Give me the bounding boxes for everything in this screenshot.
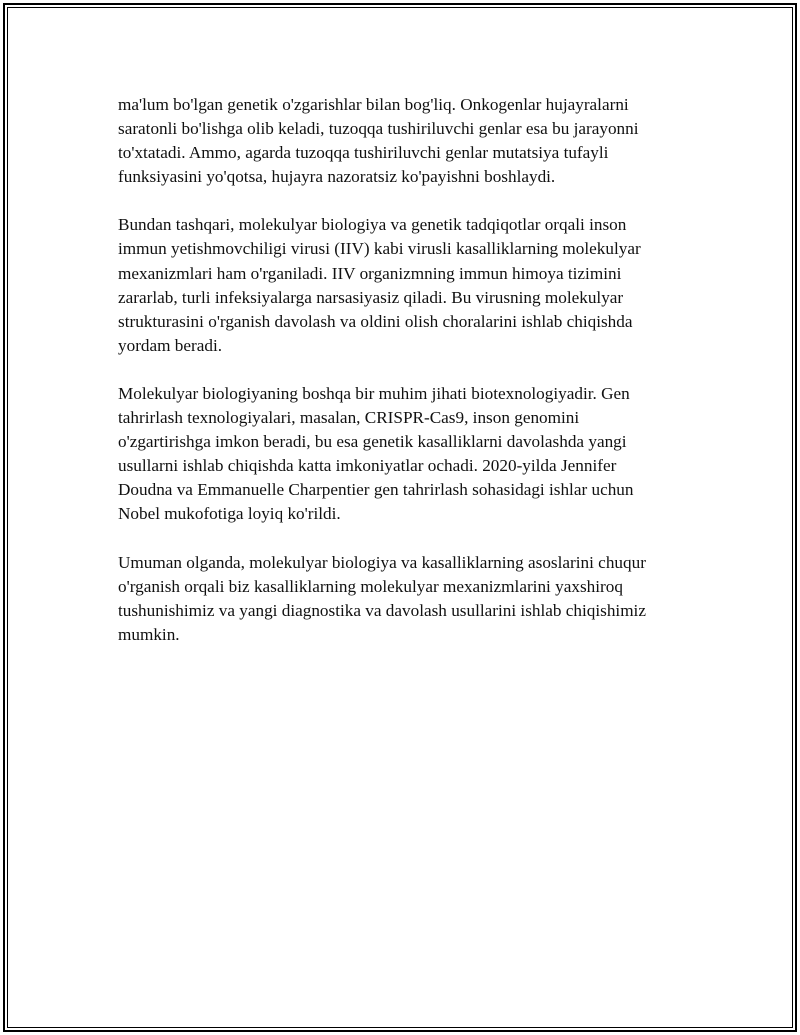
paragraph-hiv <box>118 213 693 358</box>
text-line: tushunishimiz va yangi diagnostika va davolash usullarini ishlab chiqishimiz <box>118 600 646 620</box>
text-line: Umuman olganda, molekulyar biologiya va kasalliklarning asoslarini chuqur <box>118 552 646 572</box>
text-line: Molekulyar biologiyaning boshqa bir muhim jihati biotexnologiyadir. Gen <box>118 383 630 403</box>
paragraph-conclusion <box>118 551 693 647</box>
text-line: usullarni ishlab chiqishda katta imkoniyatlar ochadi. 2020-yilda Jennifer <box>118 456 617 476</box>
text-line: zararlab, turli infeksiyalarga narsasiyasiz qiladi. Bu virusning molekulyar <box>118 287 624 307</box>
text-line: mexanizmlari ham o'rganiladi. IIV organizmning immun himoya tizimini <box>118 263 622 283</box>
document-body <box>118 93 693 671</box>
text-line: saratonli bo'lishga olib keladi, tuzoqqa tushiriluvchi genlar esa bu jarayonni <box>118 119 639 139</box>
text-line: ma'lum bo'lgan genetik o'zgarishlar bilan bog'liq. Onkogenlar hujayralarni <box>118 95 629 114</box>
text-line: tahrirlash texnologiyalari, masalan, CRISPR-Cas9, inson genomini <box>118 408 580 428</box>
text-line: strukturasini o'rganish davolash va oldini olish choralarini ishlab chiqishda <box>118 311 633 331</box>
text-line: immun yetishmovchiligi virusi (IIV) kabi virusli kasalliklarning molekulyar <box>118 239 641 259</box>
text-line: o'rganish orqali biz kasalliklarning molekulyar mexanizmlarini yaxshiroq <box>118 576 623 596</box>
text-line: to'xtatadi. Ammo, agarda tuzoqqa tushiriluvchi genlar mutatsiya tufayli <box>118 143 609 163</box>
text-line: Nobel mukofotiga loyiq ko'rildi. <box>118 504 341 524</box>
paragraph-biotechnology <box>118 382 693 527</box>
text-line: funksiyasini yo'qotsa, hujayra nazoratsiz ko'payishni boshlaydi. <box>118 167 556 187</box>
text-line: Bundan tashqari, molekulyar biologiya va genetik tadqiqotlar orqali inson <box>118 215 627 235</box>
text-line: yordam beradi. <box>118 335 223 355</box>
text-line: Doudna va Emmanuelle Charpentier gen tahrirlash sohasidagi ishlar uchun <box>118 480 634 500</box>
paragraph-oncogenes <box>118 93 693 189</box>
text-line: mumkin. <box>118 624 180 644</box>
text-line: o'zgartirishga imkon beradi, bu esa genetik kasalliklarni davolashda yangi <box>118 432 627 452</box>
